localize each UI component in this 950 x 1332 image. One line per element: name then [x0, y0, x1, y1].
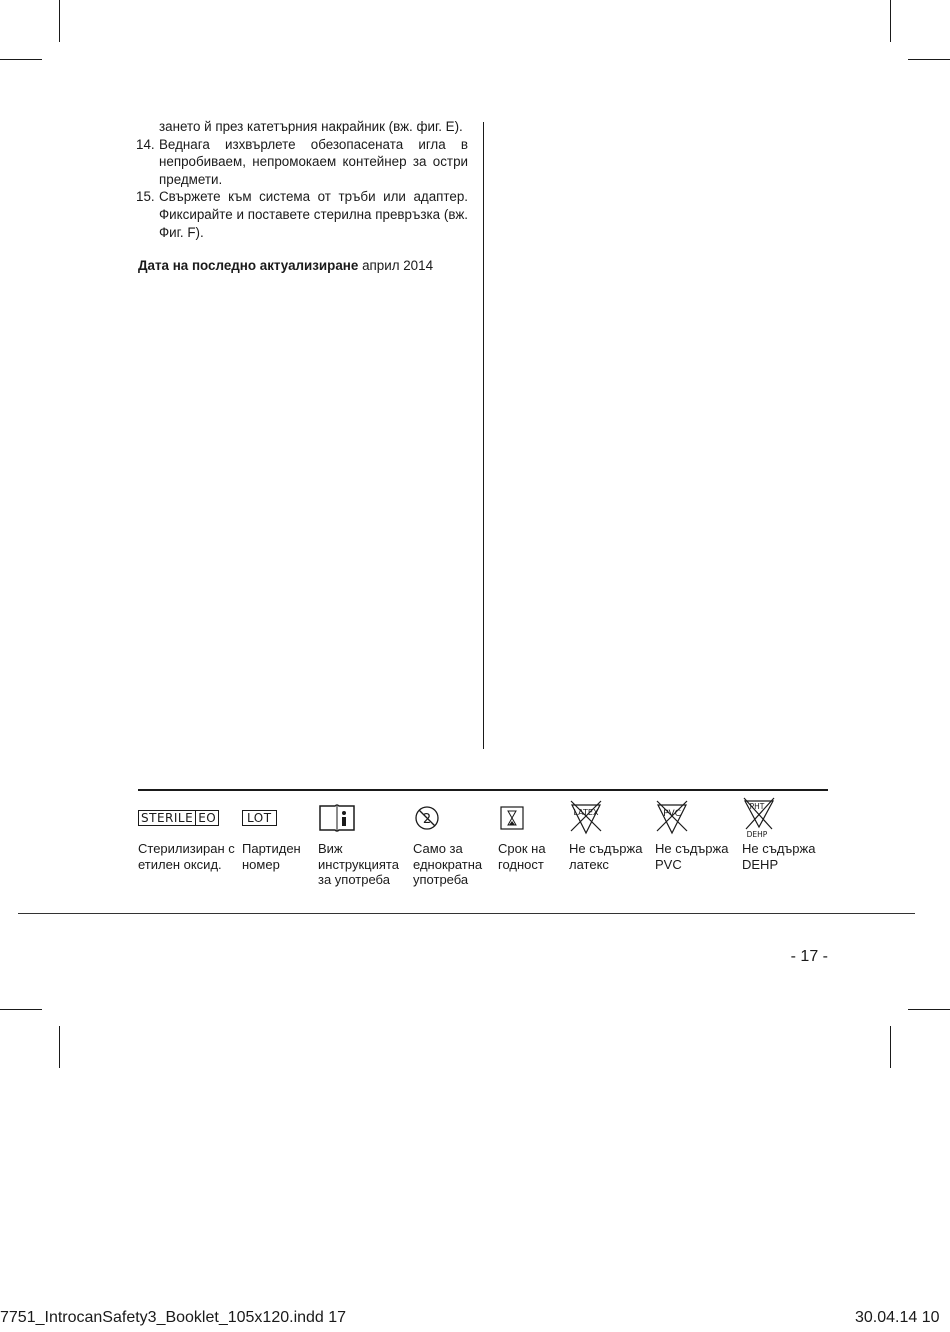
- symbol-label: Не съдържа DEHP: [742, 841, 816, 872]
- svg-text:PVC: PVC: [663, 809, 681, 819]
- revision-date-label: Дата на последно актуализиране: [138, 258, 359, 274]
- symbol-instructions: [318, 798, 410, 888]
- svg-text:DEHP: DEHP: [746, 830, 768, 839]
- crop-mark: [908, 1009, 950, 1010]
- body-text-column: [138, 118, 468, 275]
- column-divider: [483, 122, 484, 749]
- symbols-top-rule: [138, 789, 828, 791]
- hourglass-icon: [498, 798, 566, 838]
- revision-date: [138, 257, 468, 275]
- symbol-label: Не съдържа PVC: [655, 841, 729, 872]
- symbol-label: Не съдържа латекс: [569, 841, 643, 872]
- revision-date-value: април 2014: [362, 258, 434, 274]
- crop-mark: [890, 0, 891, 42]
- sterile-eo-icon: STERILE EO: [138, 798, 238, 838]
- trim-rule: [18, 913, 915, 914]
- symbol-label: Срок на годност: [498, 841, 546, 872]
- symbol-label: Партиден номер: [242, 841, 301, 872]
- crop-mark: [59, 1026, 60, 1068]
- symbol-label: Виж инструкцията за употреба: [318, 841, 399, 887]
- list-item-text: Свържете към система от тръби или адаптер. Фиксирайте и поставете стерилна превръзка (вж. Фиг. F).: [159, 189, 468, 240]
- slug-date: 30.04.14 10: [855, 1309, 940, 1326]
- lot-icon: LOT: [242, 798, 312, 838]
- svg-text:2: 2: [422, 812, 432, 827]
- symbol-latex-free: [569, 798, 651, 872]
- page-number: - 17 -: [790, 948, 828, 965]
- pvc-free-icon: [655, 798, 737, 838]
- symbol-label: Стерилизиран с етилен оксид.: [138, 841, 235, 872]
- crop-mark: [890, 1026, 891, 1068]
- continuation-text: зането й през катетърния накрайник (вж. фиг. E).: [159, 119, 463, 134]
- dehp-free-icon: [742, 798, 828, 838]
- symbol-dehp-free: [742, 798, 828, 872]
- single-use-icon: [413, 798, 493, 838]
- symbol-single-use: [413, 798, 493, 888]
- list-item-number: 14.: [136, 136, 155, 152]
- crop-mark: [908, 59, 950, 60]
- svg-text:LATEX: LATEX: [573, 808, 599, 817]
- svg-text:PHT: PHT: [749, 802, 765, 811]
- symbol-pvc-free: [655, 798, 737, 872]
- list-item: [138, 188, 468, 241]
- list-item-text: Веднага изхвърлете обезопасената игла в непробиваем, непромокаем контейнер за остри предмети.: [159, 136, 468, 187]
- crop-mark: [59, 0, 60, 42]
- crop-mark: [0, 1009, 42, 1010]
- slug-filename: 7751_IntrocanSafety3_Booklet_105x120.indd 17: [0, 1309, 347, 1326]
- symbol-lot: [242, 798, 312, 872]
- symbol-sterile-eo: [138, 798, 238, 872]
- crop-mark: [0, 59, 42, 60]
- symbol-expiry: [498, 798, 566, 872]
- list-item-number: 15.: [136, 189, 155, 205]
- list-item: [138, 136, 468, 189]
- symbol-label: Само за еднократна употреба: [413, 841, 483, 887]
- latex-free-icon: [569, 798, 651, 838]
- instructions-info-icon: [318, 798, 410, 838]
